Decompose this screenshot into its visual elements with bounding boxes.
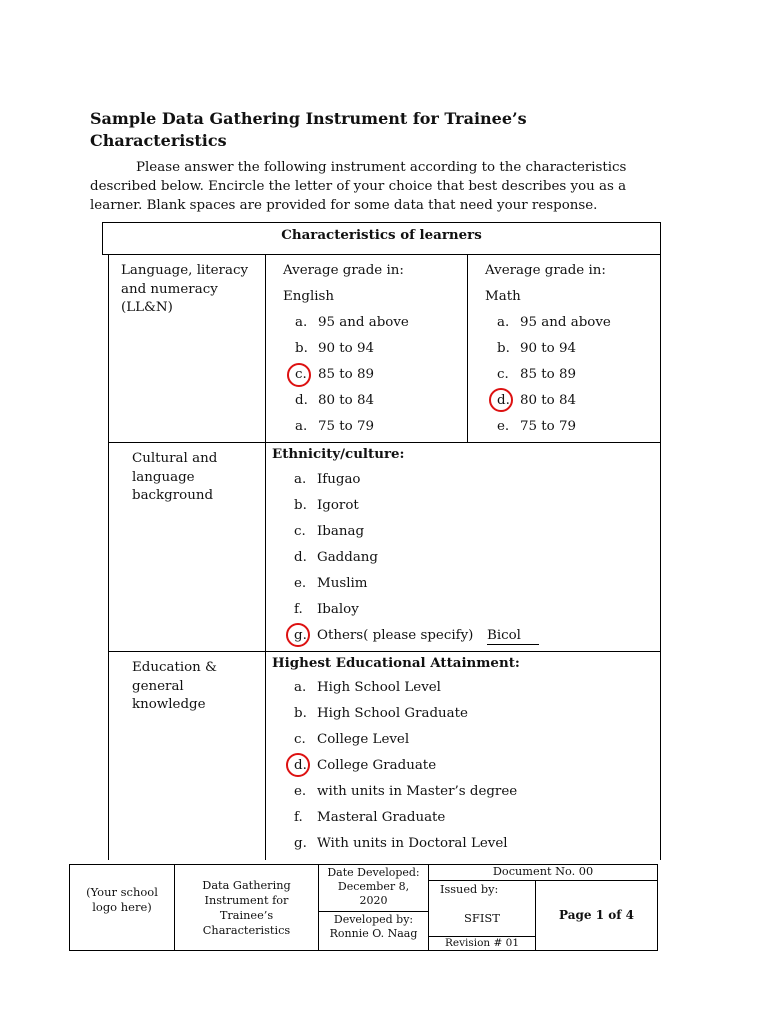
- culture-option-letter[interactable]: c.: [294, 524, 306, 539]
- english-selection-circle: [287, 363, 311, 387]
- english-option-letter[interactable]: b.: [295, 341, 308, 356]
- school-logo-placeholder: (Your school logo here): [86, 885, 158, 914]
- math-heading: Average grade in:: [485, 263, 606, 278]
- culture-option-letter[interactable]: b.: [294, 498, 307, 513]
- culture-option-text: Igorot: [317, 498, 359, 513]
- math-subject: Math: [485, 289, 521, 304]
- education-option-letter[interactable]: d.: [294, 758, 307, 773]
- english-option-text: 95 and above: [318, 315, 409, 330]
- education-label: Education & general knowledge: [132, 660, 217, 712]
- llnu-label: Language, literacy and numeracy (LL&N): [121, 263, 249, 315]
- date-developed: Date Developed: December 8, 2020: [327, 866, 420, 907]
- math-option-text: 75 to 79: [520, 419, 577, 434]
- other-ethnicity-answer[interactable]: Bicol: [487, 628, 539, 645]
- english-subject: English: [283, 289, 335, 304]
- math-selection-circle: [489, 388, 513, 412]
- math-option-text: 85 to 89: [520, 367, 577, 382]
- page-number: Page 1 of 4: [559, 908, 634, 922]
- math-option-letter[interactable]: c.: [497, 367, 509, 382]
- issued-by-value: SFIST: [464, 911, 500, 925]
- education-option-text: High School Graduate: [317, 706, 468, 721]
- education-option-letter[interactable]: f.: [294, 810, 303, 825]
- english-option-text: 85 to 89: [318, 367, 375, 382]
- culture-label: Cultural and language background: [132, 451, 218, 503]
- education-heading: Highest Educational Attainment:: [272, 655, 520, 671]
- english-heading: Average grade in:: [283, 263, 404, 278]
- english-option-letter[interactable]: a.: [295, 419, 308, 434]
- intro-line-1: Please answer the following instrument according to the characteristics: [136, 160, 627, 175]
- intro-line-2: described below. Encircle the letter of your choice that best describes you as a: [90, 179, 627, 194]
- culture-selection-circle: [286, 623, 310, 647]
- issued-by-label: Issued by:: [440, 883, 499, 896]
- english-option-text: 80 to 84: [318, 393, 375, 408]
- education-option-letter[interactable]: g.: [294, 836, 307, 851]
- table-header: Characteristics of learners: [281, 227, 482, 243]
- math-option-letter[interactable]: e.: [497, 419, 510, 434]
- culture-option-text: Ibaloy: [317, 602, 359, 617]
- revision-number: Revision # 01: [444, 937, 520, 949]
- document-title: [90, 108, 690, 152]
- document-number: Document No. 00: [492, 865, 594, 878]
- math-option-letter[interactable]: a.: [497, 315, 510, 330]
- education-option-text: College Level: [317, 732, 410, 747]
- culture-option-text: Ifugao: [317, 472, 361, 487]
- english-option-text: 75 to 79: [318, 419, 375, 434]
- culture-option-text: Others( please specify): [317, 628, 474, 643]
- culture-option-text: Gaddang: [317, 550, 379, 565]
- title-line-2: Characteristics: [90, 131, 227, 150]
- english-option-letter[interactable]: d.: [295, 393, 308, 408]
- english-option-letter[interactable]: c.: [295, 367, 307, 382]
- education-option-letter[interactable]: a.: [294, 680, 307, 695]
- math-option-letter[interactable]: b.: [497, 341, 510, 356]
- education-option-text: with units in Master’s degree: [317, 784, 518, 799]
- english-option-text: 90 to 94: [318, 341, 375, 356]
- culture-option-text: Muslim: [317, 576, 368, 591]
- culture-heading: Ethnicity/culture:: [272, 446, 405, 462]
- instructions: [90, 158, 680, 215]
- education-option-letter[interactable]: c.: [294, 732, 306, 747]
- math-option-text: 90 to 94: [520, 341, 577, 356]
- culture-option-letter[interactable]: e.: [294, 576, 307, 591]
- culture-option-letter[interactable]: g.: [294, 628, 307, 643]
- education-option-text: College Graduate: [317, 758, 437, 773]
- culture-option-letter[interactable]: a.: [294, 472, 307, 487]
- education-selection-circle: [286, 753, 310, 777]
- culture-option-letter[interactable]: f.: [294, 602, 303, 617]
- culture-option-text: Ibanag: [317, 524, 365, 539]
- english-option-letter[interactable]: a.: [295, 315, 308, 330]
- culture-option-letter[interactable]: d.: [294, 550, 307, 565]
- title-line-1: Sample Data Gathering Instrument for Trainee’s: [90, 109, 527, 128]
- intro-line-3: learner. Blank spaces are provided for some data that need your response.: [90, 198, 598, 213]
- math-option-text: 80 to 84: [520, 393, 577, 408]
- math-option-text: 95 and above: [520, 315, 611, 330]
- education-option-text: With units in Doctoral Level: [317, 836, 508, 851]
- education-option-text: Masteral Graduate: [317, 810, 446, 825]
- education-option-letter[interactable]: e.: [294, 784, 307, 799]
- footer-doc-title: Data Gathering Instrument for Trainee’s Characteristics: [202, 879, 291, 937]
- education-option-text: High School Level: [317, 680, 441, 695]
- developed-by: Developed by: Ronnie O. Naag: [329, 913, 418, 940]
- math-option-letter[interactable]: d.: [497, 393, 510, 408]
- education-option-letter[interactable]: b.: [294, 706, 307, 721]
